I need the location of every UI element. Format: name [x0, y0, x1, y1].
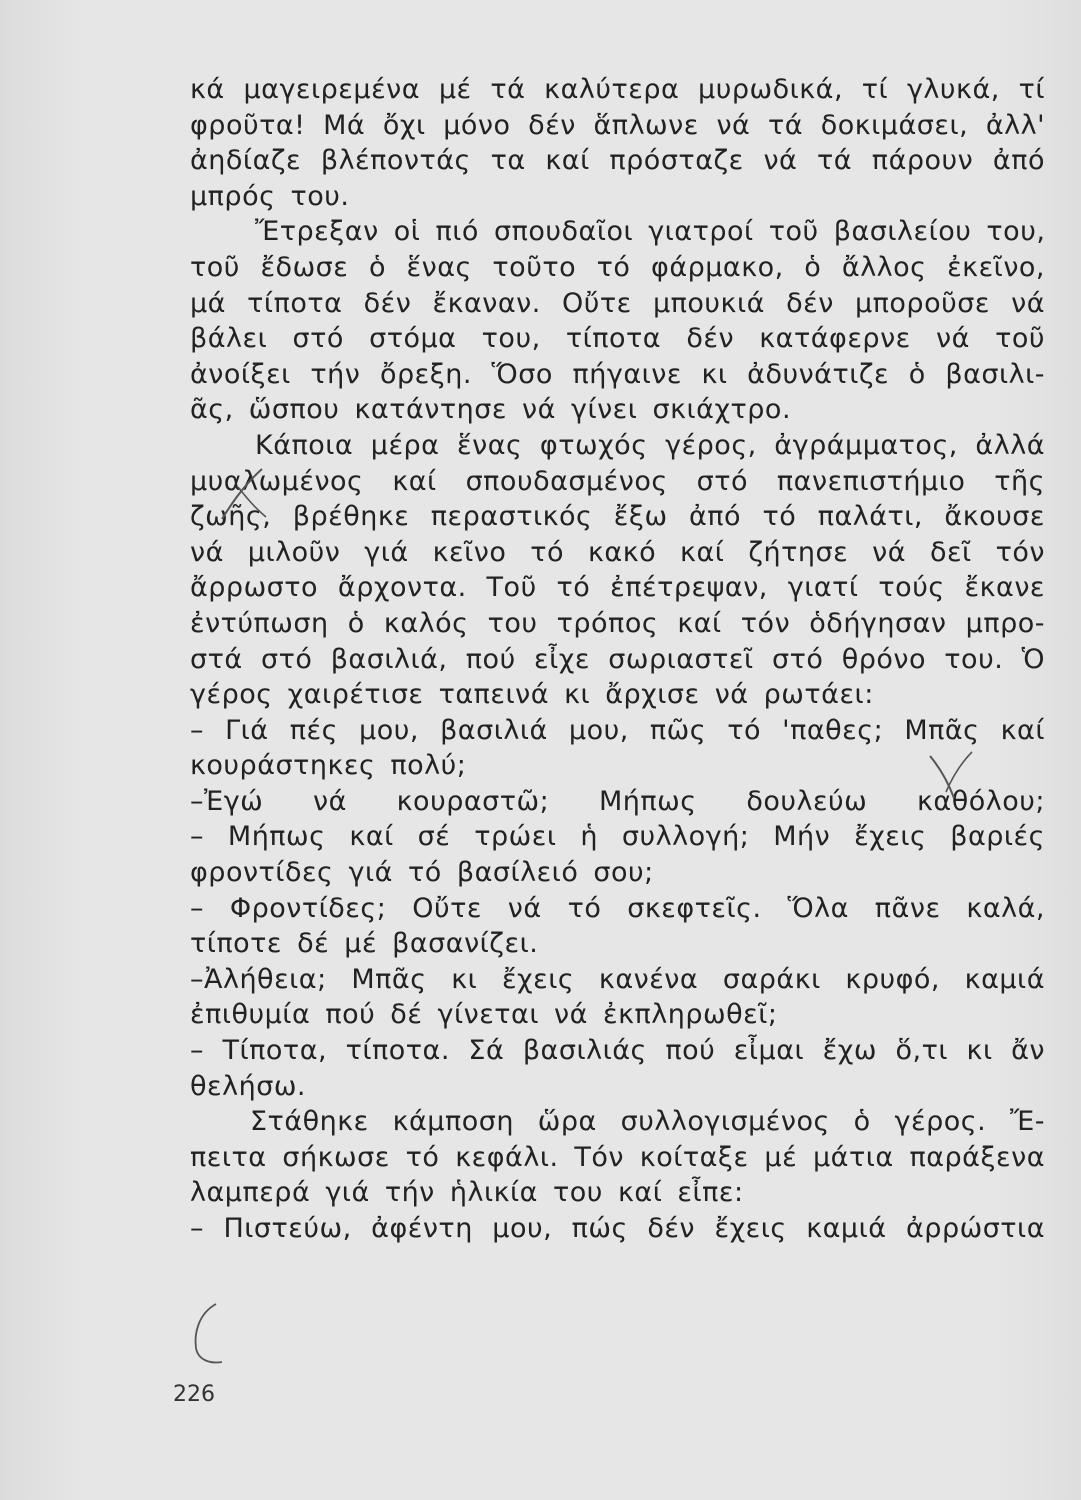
- text-line: – Γιά πές μου, βασιλιά μου, πῶς τό 'παθες; Μπᾶς καί: [190, 714, 1045, 746]
- text-line: ᾶς, ὥσπου κατάντησε νά γίνει σκιάχτρο.: [190, 394, 792, 426]
- text-line: μά τίποτα δέν ἔκαναν. Οὔτε μπουκιά δέν μποροῦσε νά: [190, 287, 1045, 319]
- text-line: γέρος χαιρέτισε ταπεινά κι ἄρχισε νά ρωτάει:: [190, 679, 874, 711]
- page-number: 226: [173, 1382, 215, 1407]
- text-line: – Πιστεύω, ἀφέντη μου, πώς δέν ἔχεις καμιά ἀρρώστια: [190, 1213, 1045, 1244]
- text-line: πειτα σήκωσε τό κεφάλι. Τόν κοίταξε μέ μάτια παράξενα: [190, 1141, 1045, 1173]
- text-line: τοῦ ἔδωσε ὁ ἕνας τοῦτο τό φάρμακο, ὁ ἄλλος ἐκεῖνο,: [190, 251, 1045, 283]
- text-line: νά μιλοῦν γιά κεῖνο τό κακό καί ζήτησε νά δεῖ τόν: [190, 536, 1045, 568]
- text-line: ἐπιθυμία πού δέ γίνεται νά ἐκπληρωθεῖ;: [190, 999, 778, 1031]
- text-line: – Τίποτα, τίποτα. Σά βασιλιάς πού εἶμαι ἔχω ὅ,τι κι ἄν: [190, 1035, 1045, 1067]
- text-line: λαμπερά γιά τήν ἡλικία του καί εἶπε:: [190, 1177, 744, 1209]
- text-line: – Μήπως καί σέ τρώει ἡ συλλογή; Μήν ἔχεις βαριές: [190, 821, 1045, 853]
- text-line: φροντίδες γιά τό βασίλειό σου;: [190, 857, 654, 889]
- text-line: ζωῆς, βρέθηκε περαστικός ἔξω ἀπό τό παλάτι, ἄκουσε: [190, 501, 1045, 533]
- text-line: κά μαγειρεμένα μέ τά καλύτερα μυρωδικά, τί γλυκά, τί: [190, 74, 1045, 105]
- text-line: θελήσω.: [190, 1070, 307, 1102]
- text-line: κουράστηκες πολύ;: [190, 750, 467, 782]
- text-line: τίποτε δέ μέ βασανίζει.: [190, 928, 539, 960]
- text-line: μπρός του.: [190, 180, 350, 212]
- text-line: ἐντύπωση ὁ καλός του τρόπος καί τόν ὁδήγησαν μπρο-: [190, 607, 1045, 639]
- text-line: ἄρρωστο ἄρχοντα. Τοῦ τό ἐπέτρεψαν, γιατί τούς ἔκανε: [190, 572, 1045, 604]
- text-line: –Ἐγώ νά κουραστῶ; Μήπως δουλεύω καθόλου;: [190, 785, 1045, 817]
- text-line: –Ἀλήθεια; Μπᾶς κι ἔχεις κανένα σαράκι κρυφό, καμιά: [190, 963, 1045, 995]
- text-line: στά στό βασιλιά, πού εἶχε σωριαστεῖ στό θρόνο του. Ὁ: [190, 643, 1045, 675]
- text-line: – Φροντίδες; Οὔτε νά τό σκεφτεῖς. Ὅλα πᾶνε καλά,: [190, 892, 1045, 924]
- text-line: μυαλωμένος καί σπουδασμένος στό πανεπιστήμιο τῆς: [190, 465, 1045, 497]
- text-line: βάλει στό στόμα του, τίποτα δέν κατάφερνε νά τοῦ: [190, 323, 1045, 355]
- body-text: [190, 72, 1045, 1247]
- pencil-bracket-mark-icon: [182, 1300, 226, 1370]
- text-line: Κάποια μέρα ἕνας φτωχός γέρος, ἀγράμματος, ἀλλά: [255, 429, 1045, 461]
- text-line: ἀνοίξει τήν ὄρεξη. Ὅσο πήγαινε κι ἀδυνάτιζε ὁ βασιλι-: [190, 358, 1045, 390]
- text-line: φροῦτα! Μά ὄχι μόνο δέν ἅπλωνε νά τά δοκιμάσει, ἀλλ': [190, 109, 1045, 141]
- text-line: Στάθηκε κάμποση ὥρα συλλογισμένος ὁ γέρος. Ἔ-: [250, 1106, 1045, 1138]
- text-line: Ἔτρεξαν οἱ πιό σπουδαῖοι γιατροί τοῦ βασιλείου του,: [255, 216, 1046, 248]
- text-line: ἀηδίαζε βλέποντάς τα καί πρόσταζε νά τά πάρουν ἀπό: [190, 145, 1045, 177]
